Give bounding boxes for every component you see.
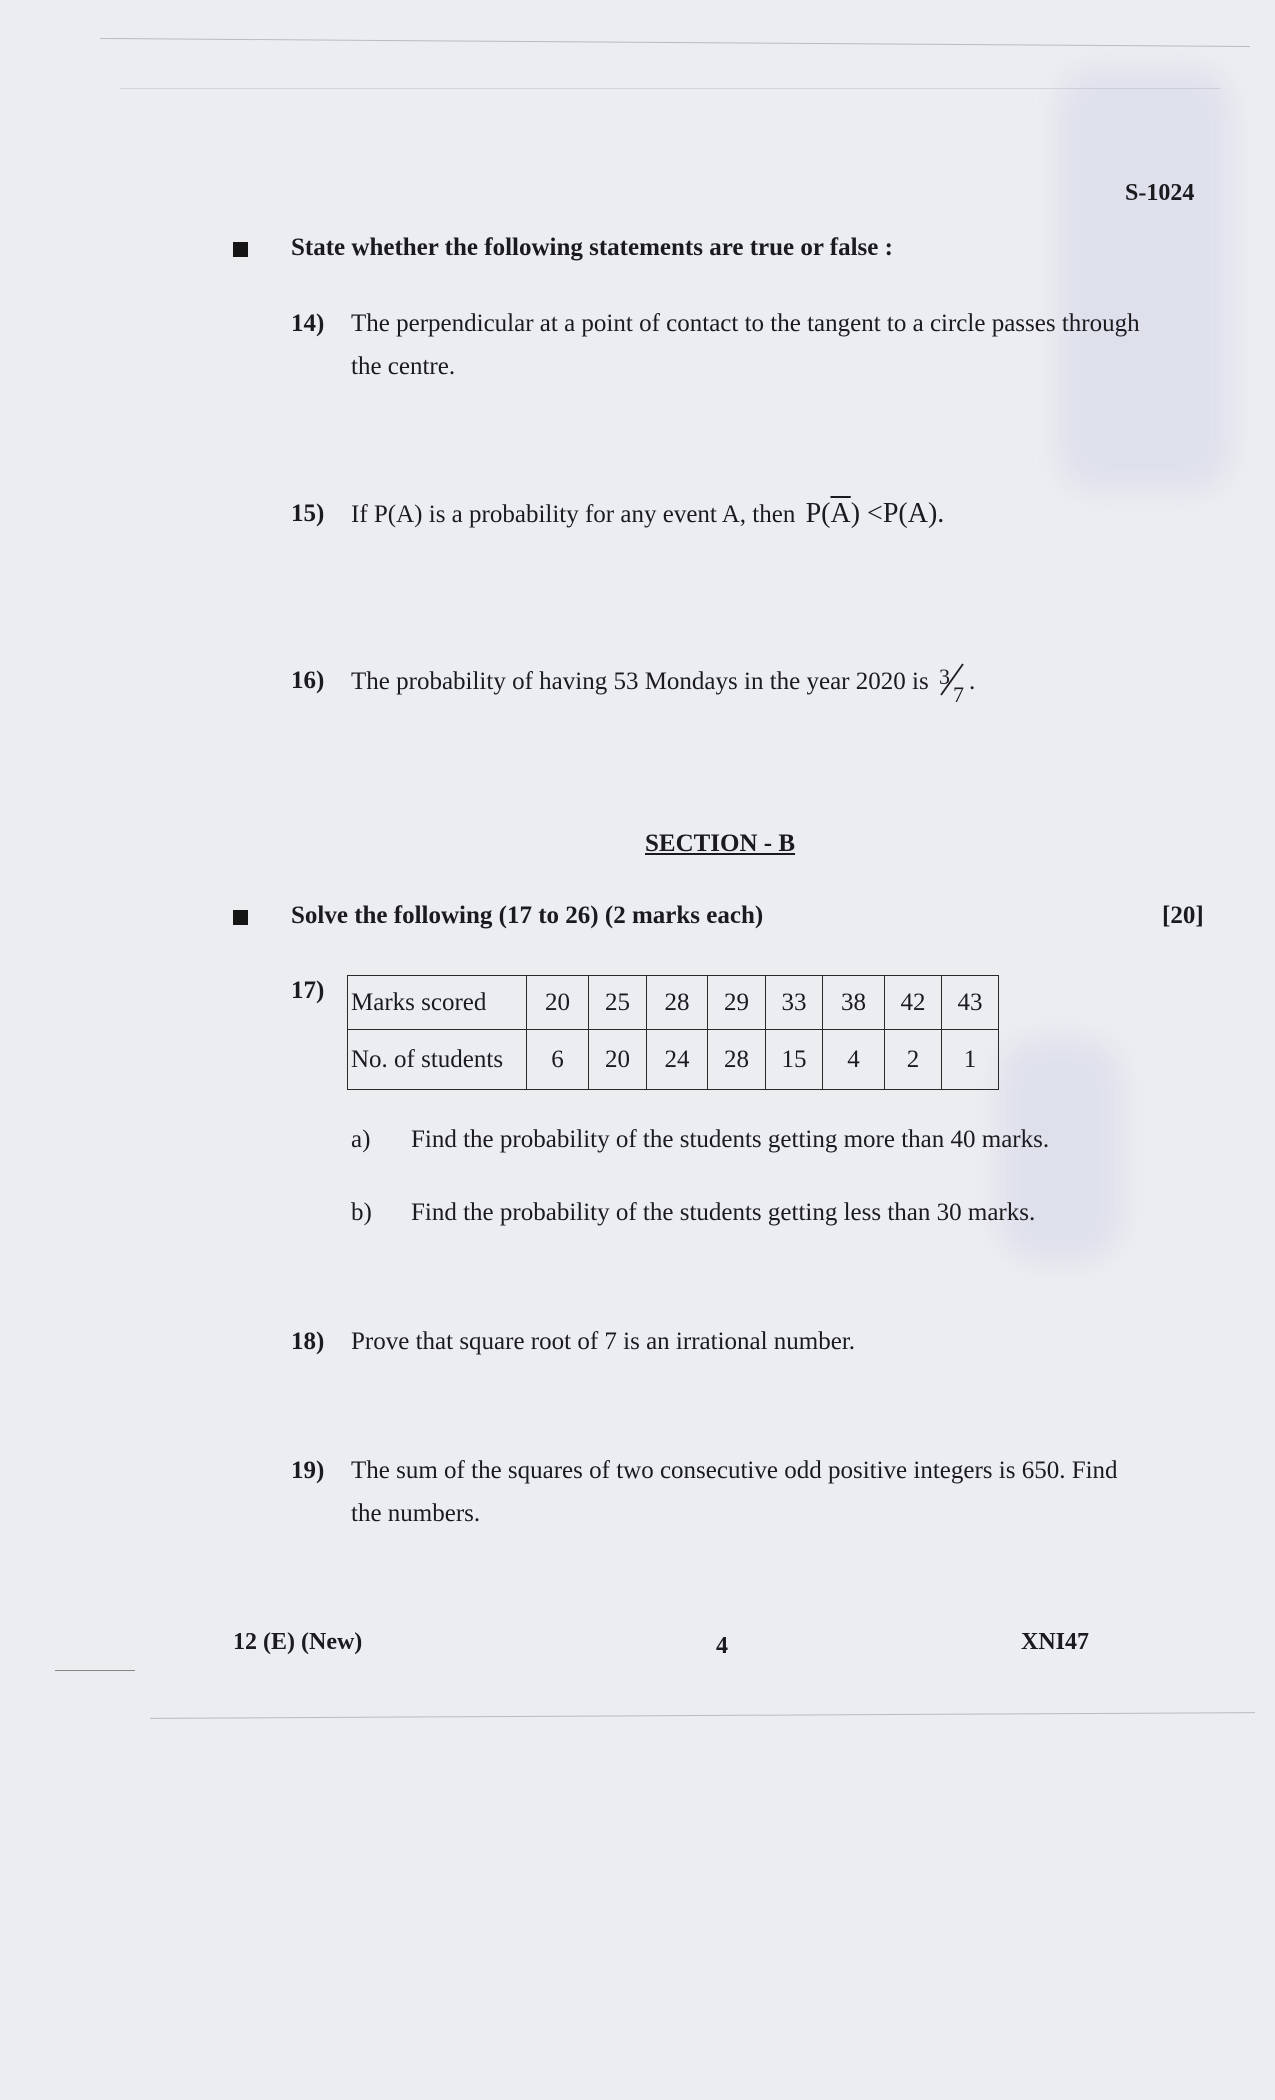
question-number: 15) xyxy=(291,500,325,527)
sub-question-b-text: Find the probability of the students getting less than 30 marks. xyxy=(411,1199,1036,1226)
section-b-instruction: Solve the following (17 to 26) (2 marks each) xyxy=(291,902,764,929)
question-19-line-2: the numbers. xyxy=(351,1500,481,1527)
question-16-end: . xyxy=(968,668,976,695)
table-row xyxy=(348,1030,999,1090)
show-through-smudge xyxy=(1060,70,1230,490)
question-number: 19) xyxy=(291,1457,325,1484)
question-14-line-1: The perpendicular at a point of contact to the tangent to a circle passes through xyxy=(351,310,1140,337)
table-cell: 20 xyxy=(589,1030,647,1090)
question-number: 17) xyxy=(291,977,325,1004)
expr-start: P( xyxy=(805,498,831,529)
section-heading: SECTION - B xyxy=(645,830,796,857)
question-number: 14) xyxy=(291,310,325,337)
paper-code: S-1024 xyxy=(1125,180,1195,206)
table-cell: 28 xyxy=(647,976,708,1030)
bullet-icon xyxy=(233,242,248,257)
table-cell: 43 xyxy=(942,976,999,1030)
table-cell: 42 xyxy=(885,976,942,1030)
footer-code: XNI47 xyxy=(1021,1629,1090,1655)
fraction-denominator: 7 xyxy=(952,682,964,707)
table-cell: 1 xyxy=(942,1030,999,1090)
question-15-statement: If P(A) is a probability for any event A, then xyxy=(351,501,796,528)
page-number: 4 xyxy=(716,1633,728,1659)
fraction-numerator: 3 xyxy=(938,664,950,689)
table-row xyxy=(348,976,999,1030)
scan-edge-bottom-left xyxy=(55,1670,135,1671)
table-cell: 25 xyxy=(589,976,647,1030)
question-19-text xyxy=(351,1449,1241,1535)
table-cell: 2 xyxy=(885,1030,942,1090)
expr-end: ) <P(A). xyxy=(850,498,945,529)
question-19-line-1: The sum of the squares of two consecutive odd positive integers is 650. Find xyxy=(351,1457,1118,1484)
marks-table xyxy=(347,975,999,1090)
question-14-line-2: the centre. xyxy=(351,353,456,380)
complement-event: $\overline{A}$ xyxy=(830,498,851,529)
table-cell: 38 xyxy=(823,976,885,1030)
table-cell: 15 xyxy=(766,1030,823,1090)
table-cell: 28 xyxy=(708,1030,766,1090)
sub-question-a-text: Find the probability of the students getting more than 40 marks. xyxy=(411,1126,1050,1153)
table-cell: 24 xyxy=(647,1030,708,1090)
question-number: 18) xyxy=(291,1328,325,1355)
table-cell: 33 xyxy=(766,976,823,1030)
question-14-text xyxy=(351,302,1231,388)
row-header: Marks scored xyxy=(348,976,527,1030)
question-15-text xyxy=(351,492,944,536)
footer-class-label: 12 (E) (New) xyxy=(233,1629,363,1655)
table-cell: 29 xyxy=(708,976,766,1030)
question-18-text: Prove that square root of 7 is an irrational number. xyxy=(351,1328,856,1355)
sub-question-label: b) xyxy=(351,1199,372,1226)
question-number: 16) xyxy=(291,667,325,694)
table-cell: 6 xyxy=(527,1030,589,1090)
question-16-text xyxy=(351,659,976,707)
bullet-icon xyxy=(233,910,248,925)
scan-edge-bottom xyxy=(150,1712,1255,1719)
table-cell: 4 xyxy=(823,1030,885,1090)
scan-edge-top xyxy=(100,38,1250,47)
fraction xyxy=(935,659,969,707)
table-cell: 20 xyxy=(527,976,589,1030)
scan-edge-top-2 xyxy=(120,88,1220,89)
question-16-statement: The probability of having 53 Mondays in the year 2020 is xyxy=(351,668,929,695)
true-false-instruction: State whether the following statements are true or false : xyxy=(291,234,893,261)
row-header: No. of students xyxy=(348,1030,527,1090)
probability-expression xyxy=(806,498,945,529)
section-marks: [20] xyxy=(1162,902,1204,929)
sub-question-label: a) xyxy=(351,1126,371,1153)
